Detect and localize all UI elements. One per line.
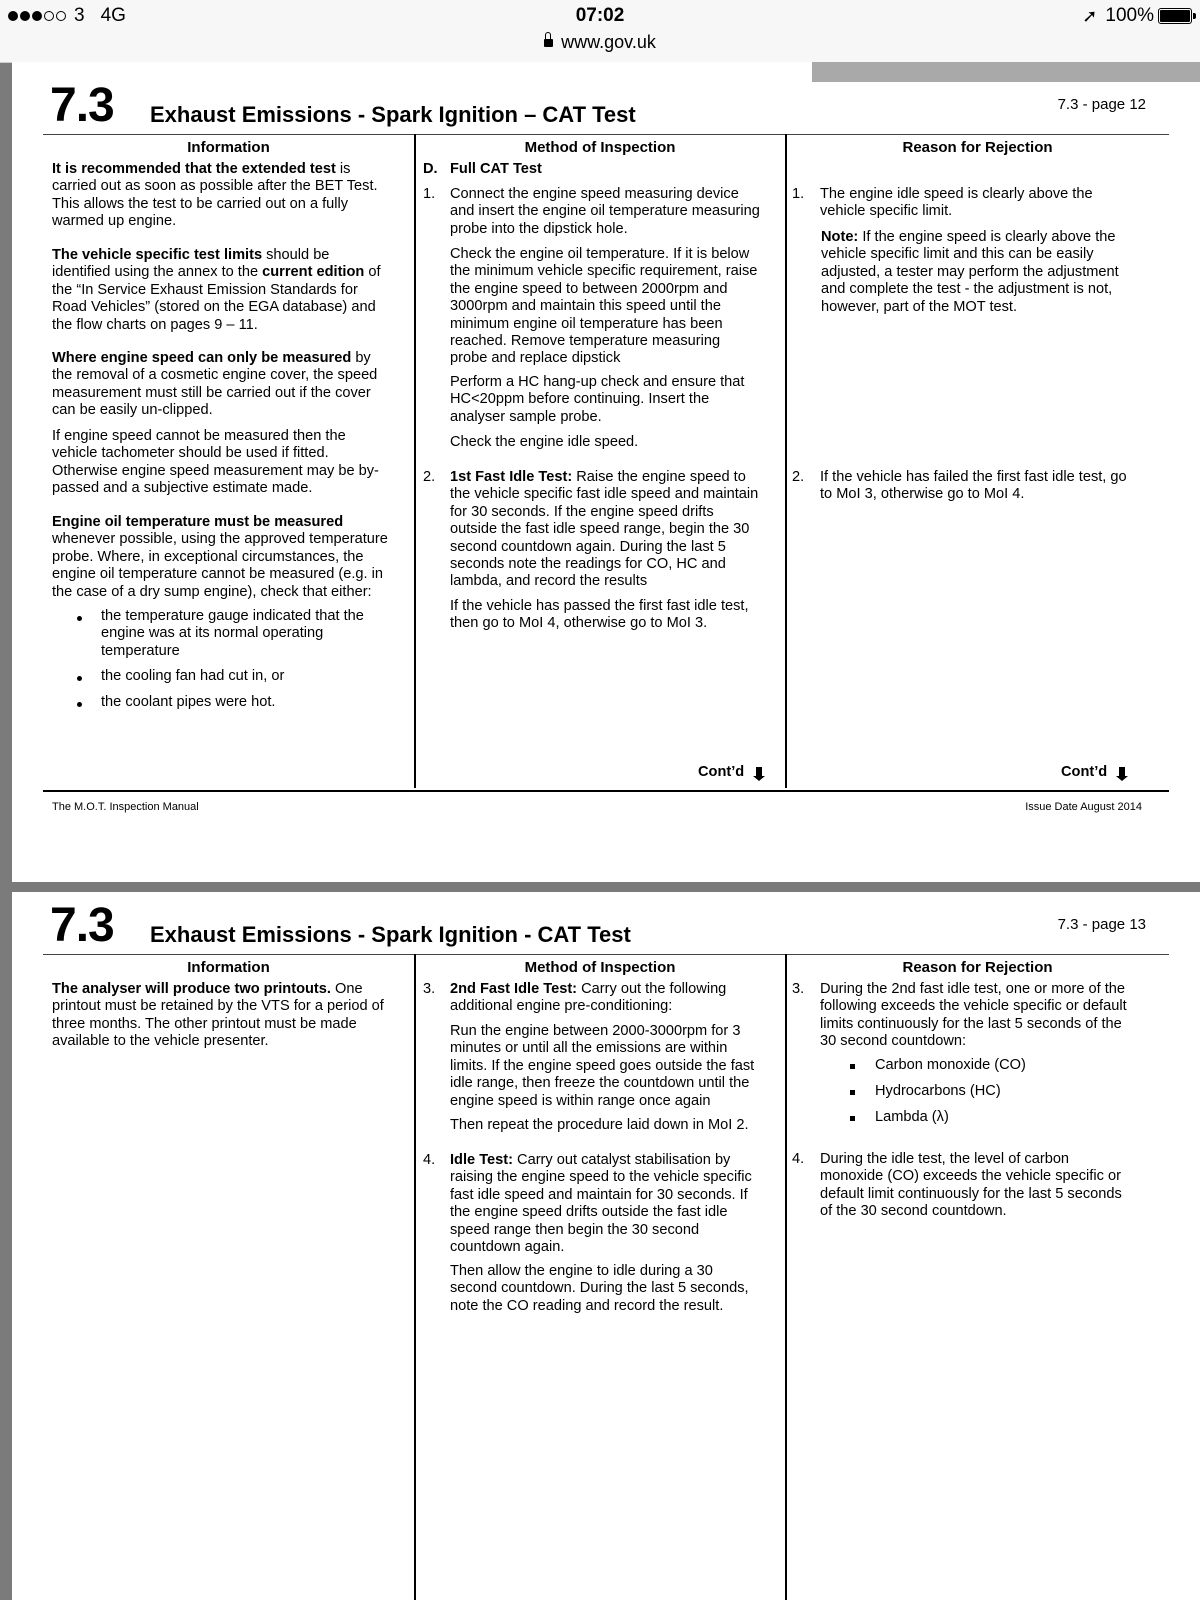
- battery-icon: [1158, 8, 1192, 24]
- info-paragraph-2: The vehicle specific test limits should be identified using the annex to the current edition of the “In Service Exhaust Emission Standards for Road Vehicles” (stored on the EGA database) and the flow charts on pages 9 – 11.: [52, 247, 381, 333]
- method-step-number: 2.: [423, 469, 436, 485]
- battery-percentage: 100%: [1105, 5, 1154, 26]
- lock-icon: [544, 39, 553, 47]
- reason-number: 1.: [792, 186, 805, 202]
- method-step-3: 2nd Fast Idle Test: Carry out the following additional engine pre-conditioning:: [450, 981, 727, 1015]
- column-header-reason: Reason for Rejection: [902, 139, 1053, 156]
- method-step-number: 3.: [423, 981, 436, 997]
- info-paragraph-5: Engine oil temperature must be measured whenever possible, using the approved temperature probe. Where, in exceptional circumstances, the engine oil temperature cannot be measured (e.g. in the case of a dry sump engine), check that either:: [52, 514, 388, 600]
- method-step-4-idle: Then allow the engine to idle during a 30 second countdown. During the last 5 seconds, note the CO reading and record the result.: [450, 1263, 749, 1314]
- method-step-3-preconditioning: Run the engine between 2000-3000rpm for 3 minutes or until all the emissions are within limits. If the engine speed goes outside the fast idle range, then freeze the countdown until the engine speed is within range once again: [450, 1023, 755, 1109]
- column-header-information: Information: [187, 959, 270, 976]
- document-page-12: [12, 62, 1200, 882]
- carrier-name: 3: [74, 5, 85, 26]
- down-arrow-icon: [756, 767, 762, 776]
- continued-indicator: Cont’d: [1061, 764, 1125, 780]
- method-step-title: Full CAT Test: [450, 161, 542, 177]
- section-title: Exhaust Emissions - Spark Ignition - CAT Test: [150, 922, 631, 947]
- page-edge-strip: [812, 62, 1200, 82]
- location-arrow-icon: ➚: [1082, 5, 1098, 26]
- footer-manual-title: The M.O.T. Inspection Manual: [52, 801, 199, 813]
- method-step-1-oil-check: Check the engine oil temperature. If it is below the minimum vehicle specific requirement, raise the engine speed to between 2000rpm and 3000rpm and maintain this speed until the minimum engine oil temperature has been reached. Remove temperature measuring probe and replace dipstick: [450, 246, 758, 367]
- down-arrow-icon: [1119, 767, 1125, 776]
- info-paragraph-1: It is recommended that the extended test is carried out as soon as possible after the BET Test. This allows the test to be carried out on a fully warmed up engine.: [52, 161, 378, 230]
- network-type: 4G: [100, 5, 126, 26]
- reason-3: During the 2nd fast idle test, one or more of the following exceeds the vehicle specific or default limits continuously for the last 5 seconds of the 30 second countdown:: [820, 981, 1127, 1050]
- method-step-number: 1.: [423, 186, 436, 202]
- bullet-item: the cooling fan had cut in, or: [101, 668, 285, 684]
- reason-4: During the idle test, the level of carbon monoxide (CO) exceeds the vehicle specific or default limit continuously for the last 5 seconds of the 30 second countdown.: [820, 1151, 1122, 1220]
- footer-issue-date: Issue Date August 2014: [1025, 801, 1142, 813]
- square-bullet-icon: [850, 1064, 855, 1069]
- reason-1-note: Note: If the engine speed is clearly above the vehicle specific limit and this can be easily adjusted, a tester may perform the adjustment and complete the test - the adjustment is not, however, part of the MOT test.: [821, 229, 1119, 315]
- footer-rule: [43, 790, 1169, 792]
- device-status: [1082, 5, 1192, 27]
- bullet-icon: [77, 676, 82, 681]
- info-paragraph-4: If engine speed cannot be measured then the vehicle tachometer should be used if fitted. Otherwise engine speed measurement may be by- passed and a subjective estimate made.: [52, 428, 379, 497]
- header-rule: [43, 134, 1169, 135]
- section-number: 7.3: [50, 899, 114, 952]
- column-divider: [785, 134, 787, 788]
- column-divider: [785, 954, 787, 1600]
- method-step-1: Connect the engine speed measuring device and insert the engine oil temperature measuring probe into the dipstick hole.: [450, 186, 760, 237]
- info-paragraph-1: The analyser will produce two printouts. One printout must be retained by the VTS for a period of three months. The other printout must be made available to the vehicle presenter.: [52, 981, 384, 1050]
- method-step-2: 1st Fast Idle Test: Raise the engine speed to the vehicle specific fast idle speed and maintain for 30 seconds. If the engine speed drifts outside the fast idle speed range, begin the 30 second countdown again. During the last 5 seconds note the readings for CO, HC and lambda, and record the results: [450, 469, 759, 590]
- header-rule: [43, 954, 1169, 955]
- method-step-number: 4.: [423, 1152, 436, 1168]
- reason-2: If the vehicle has failed the first fast idle test, go to MoI 3, otherwise go to MoI 4.: [820, 469, 1127, 503]
- clock: 07:02: [575, 5, 625, 26]
- method-step-1-hc-check: Perform a HC hang-up check and ensure that HC<20ppm before continuing. Insert the analyser sample probe.: [450, 374, 745, 425]
- reason-number: 3.: [792, 981, 805, 997]
- url-bar[interactable]: [0, 32, 1200, 53]
- continued-indicator: Cont’d: [698, 764, 762, 780]
- method-step-2-outcome: If the vehicle has passed the first fast idle test, then go to MoI 4, otherwise go to MoI 3.: [450, 598, 749, 632]
- document-page-13: [12, 892, 1200, 1600]
- section-number: 7.3: [50, 79, 114, 132]
- square-bullet-icon: [850, 1116, 855, 1121]
- section-title: Exhaust Emissions - Spark Ignition – CAT Test: [150, 102, 636, 127]
- bullet-icon: [77, 702, 82, 707]
- column-header-reason: Reason for Rejection: [902, 959, 1053, 976]
- method-step-4: Idle Test: Carry out catalyst stabilisation by raising the engine speed to the vehicle specific fast idle speed and maintain for 30 seconds. If the engine speed drifts outside the fast idle speed range then begin the 30 second countdown again.: [450, 1152, 752, 1256]
- pollutant-item: Carbon monoxide (CO): [875, 1057, 1026, 1073]
- column-divider: [414, 954, 416, 1600]
- url-text: www.gov.uk: [561, 32, 656, 52]
- method-step-label: D.: [423, 161, 438, 177]
- bullet-item: the coolant pipes were hot.: [101, 694, 276, 710]
- column-header-method: Method of Inspection: [524, 959, 676, 976]
- page-reference: 7.3 - page 12: [1057, 96, 1146, 113]
- bullet-item: the temperature gauge indicated that the engine was at its normal operating temperature: [101, 608, 364, 659]
- method-step-3-repeat: Then repeat the procedure laid down in MoI 2.: [450, 1117, 749, 1133]
- pollutant-item: Hydrocarbons (HC): [875, 1083, 1001, 1099]
- reason-1: The engine idle speed is clearly above the vehicle specific limit.: [820, 186, 1093, 220]
- browser-status-bar: [0, 0, 1200, 63]
- square-bullet-icon: [850, 1090, 855, 1095]
- page-reference: 7.3 - page 13: [1057, 916, 1146, 933]
- reason-number: 2.: [792, 469, 805, 485]
- column-header-information: Information: [187, 139, 270, 156]
- pollutant-item: Lambda (λ): [875, 1109, 949, 1125]
- method-step-1-idle-check: Check the engine idle speed.: [450, 434, 639, 450]
- reason-number: 4.: [792, 1151, 805, 1167]
- info-paragraph-3: Where engine speed can only be measured by the removal of a cosmetic engine cover, the speed measurement must still be carried out if the cover can be easily un-clipped.: [52, 350, 378, 419]
- column-header-method: Method of Inspection: [524, 139, 676, 156]
- bullet-icon: [77, 616, 82, 621]
- column-divider: [414, 134, 416, 788]
